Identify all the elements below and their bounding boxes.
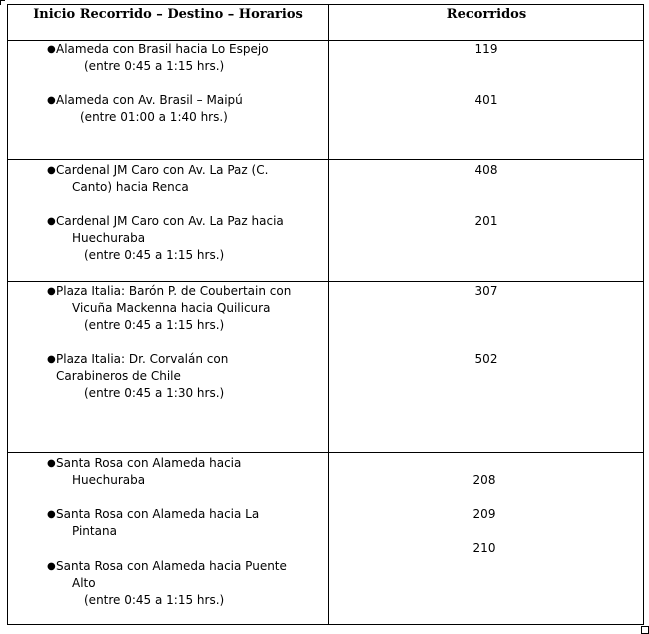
route-number: 502 xyxy=(474,352,498,366)
list-item: ● Alameda con Brasil hacia Lo Espejo (entre 0:45 a 1:15 hrs.) xyxy=(47,42,269,73)
route-number: 307 xyxy=(474,284,498,298)
route-number: 208 xyxy=(472,473,496,487)
list-item: ● Cardenal JM Caro con Av. La Paz (C. Canto) hacia Renca xyxy=(47,163,269,194)
bullet-icon: ● xyxy=(47,354,56,365)
row-divider xyxy=(8,159,643,160)
list-item: ● Alameda con Av. Brasil – Maipú (entre 01:00 a 1:40 hrs.) xyxy=(47,93,243,124)
list-item: ● Cardenal JM Caro con Av. La Paz hacia Huechuraba (entre 0:45 a 1:15 hrs.) xyxy=(47,214,284,262)
bullet-icon: ● xyxy=(47,165,56,176)
header-routes: Recorridos xyxy=(446,7,527,22)
list-item: ● Santa Rosa con Alameda hacia Puente Alto (entre 0:45 a 1:15 hrs.) xyxy=(47,559,287,607)
bullet-icon: ● xyxy=(47,509,56,520)
bullet-icon: ● xyxy=(47,561,56,572)
routes-table xyxy=(7,4,644,625)
bullet-icon: ● xyxy=(47,95,56,106)
route-number: 408 xyxy=(474,163,498,177)
list-item: ● Santa Rosa con Alameda hacia La Pintana xyxy=(47,507,260,538)
column-divider xyxy=(328,5,329,624)
bullet-icon: ● xyxy=(47,44,56,55)
bullet-icon: ● xyxy=(47,286,56,297)
corner-mark-top-left xyxy=(0,0,5,5)
route-number: 210 xyxy=(472,541,496,555)
route-number: 119 xyxy=(474,42,498,56)
bullet-icon: ● xyxy=(47,216,56,227)
route-number: 201 xyxy=(474,214,498,228)
header-destination: Inicio Recorrido – Destino – Horarios xyxy=(33,7,303,22)
bullet-icon: ● xyxy=(47,458,56,469)
row-divider xyxy=(8,281,643,282)
row-divider xyxy=(8,452,643,453)
corner-mark-bottom-right xyxy=(641,626,649,634)
route-number: 209 xyxy=(472,507,496,521)
list-item: ● Plaza Italia: Barón P. de Coubertain con Vicuña Mackenna hacia Quilicura (entre 0:45 a 1:15 hrs.) xyxy=(47,284,292,332)
route-number: 401 xyxy=(474,93,498,107)
list-item: ● Santa Rosa con Alameda hacia Huechuraba xyxy=(47,456,242,487)
list-item: ● Plaza Italia: Dr. Corvalán con Carabineros de Chile (entre 0:45 a 1:30 hrs.) xyxy=(47,352,229,400)
